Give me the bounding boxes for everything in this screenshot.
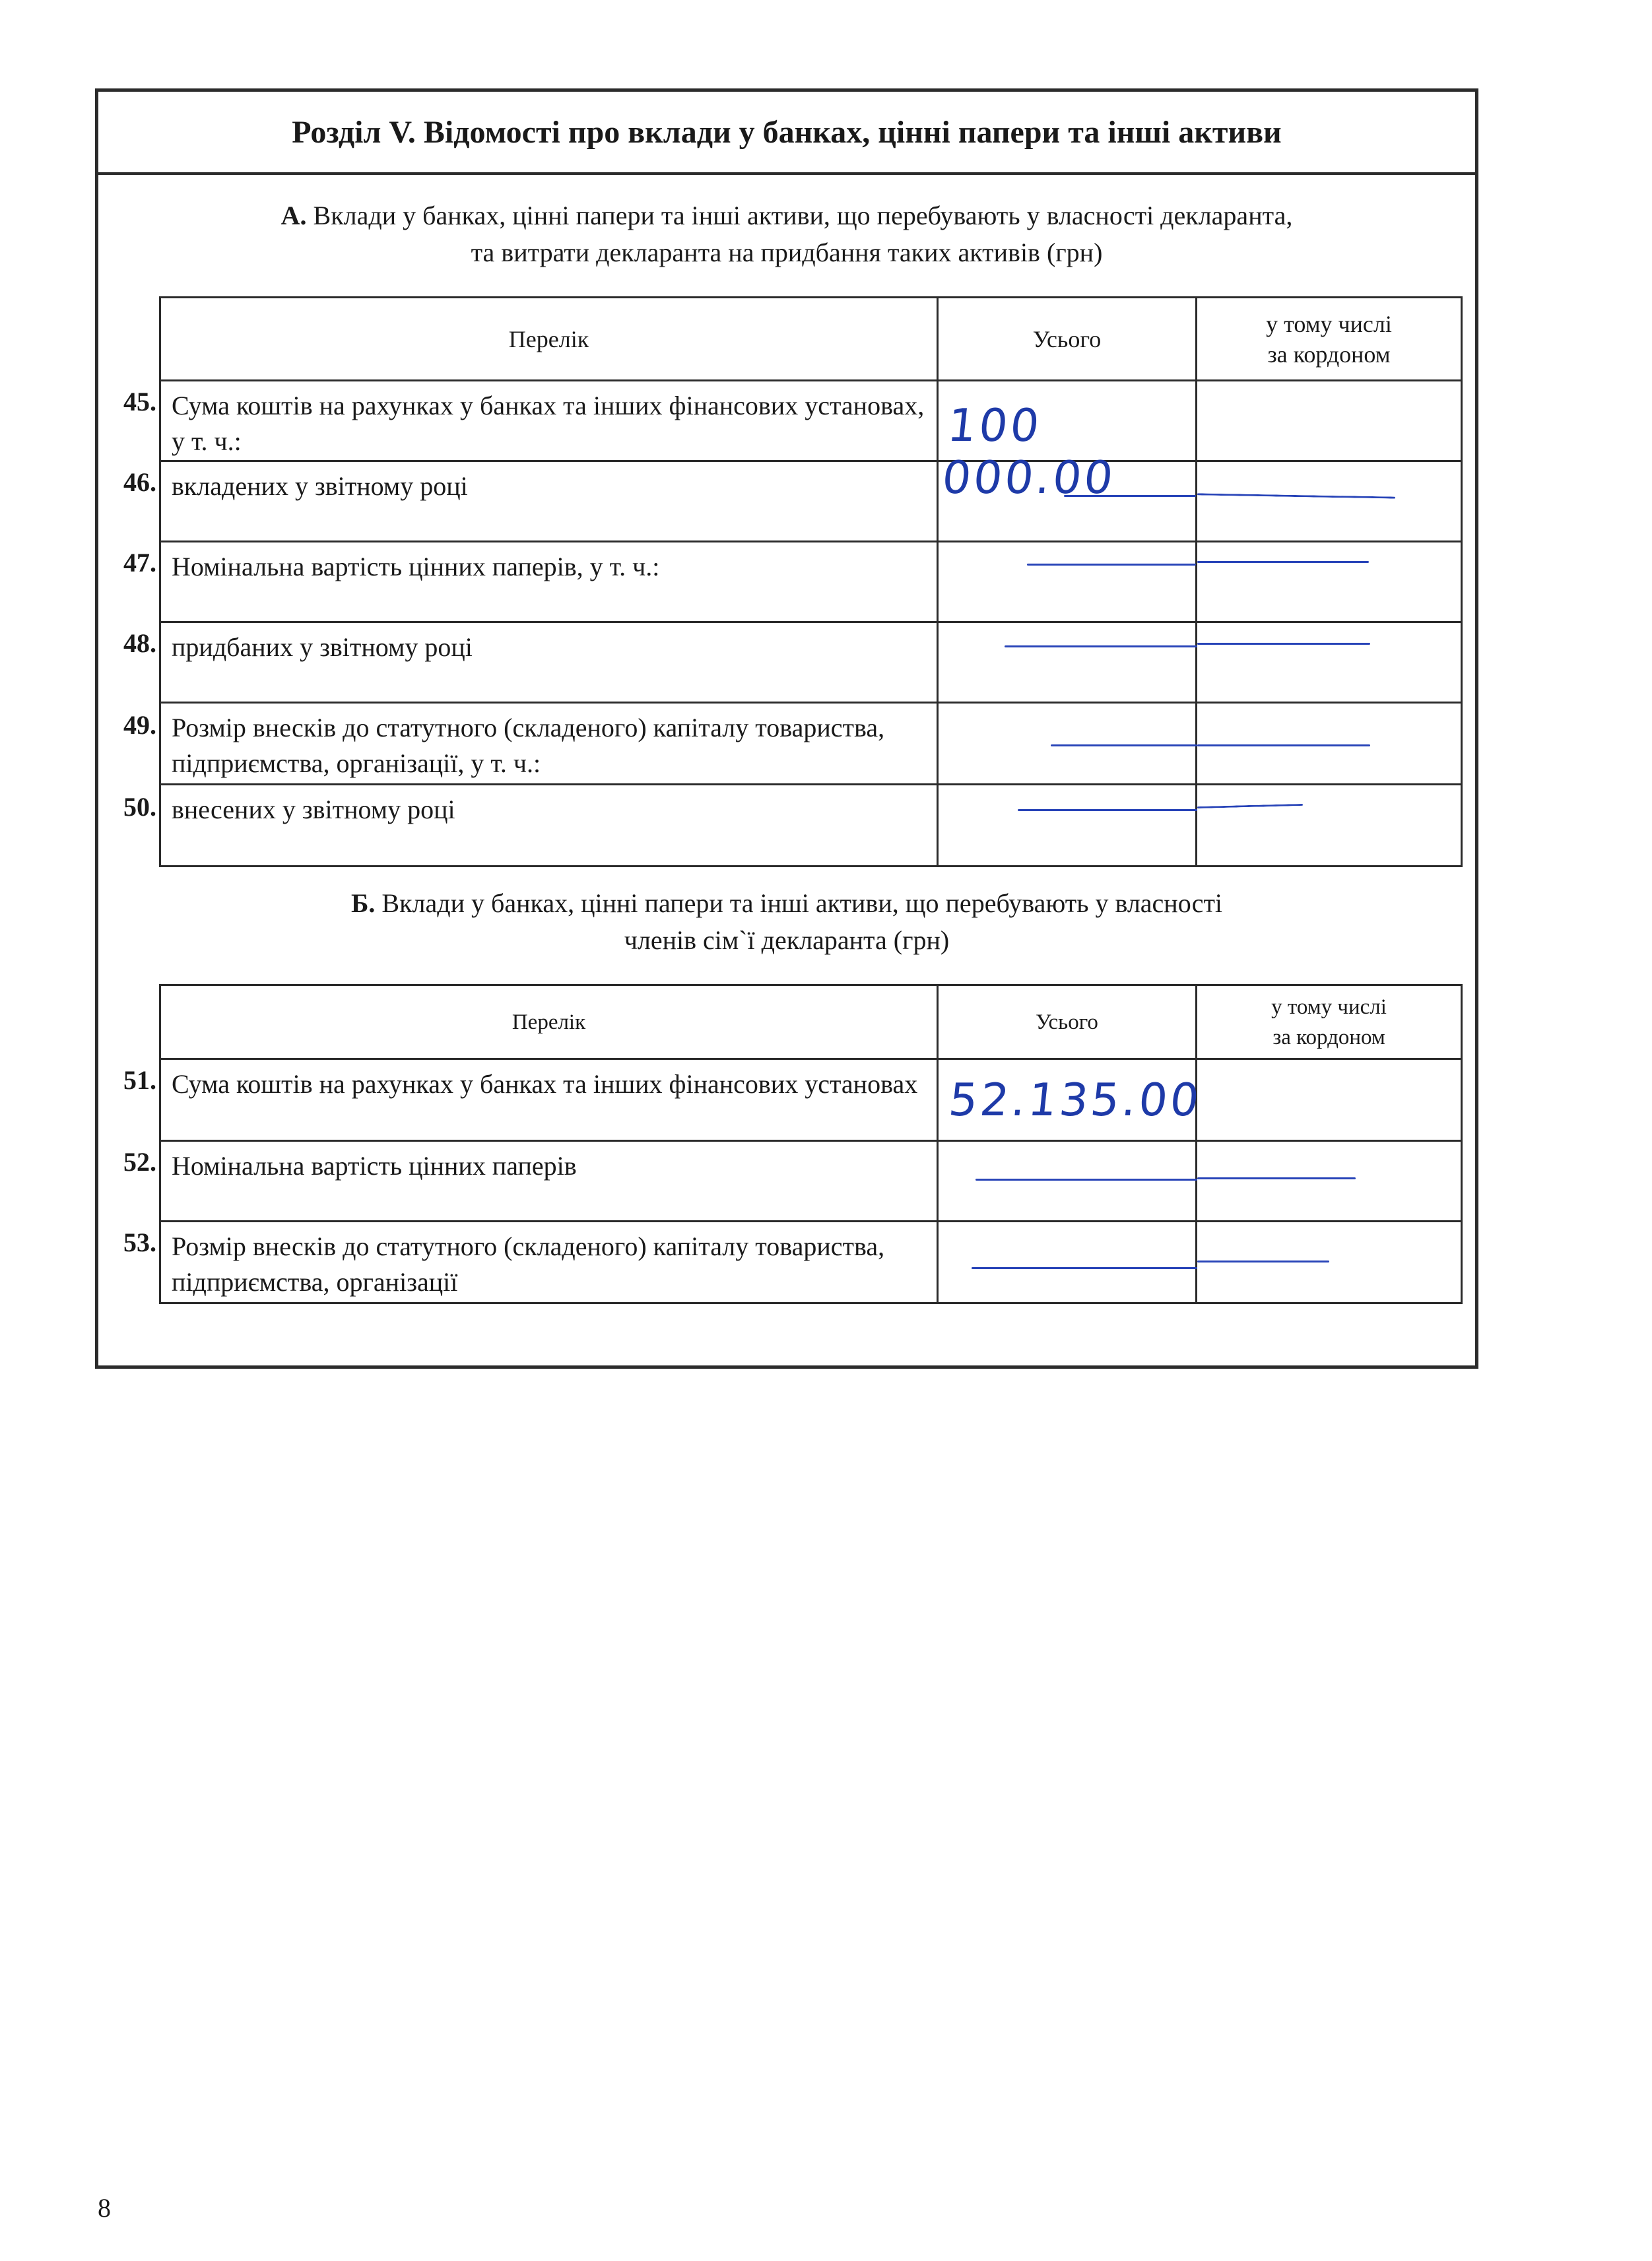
row-46-total[interactable] — [938, 461, 1197, 542]
part-b-caption-line2: членів сім`ї декларанта (грн) — [624, 925, 950, 955]
table-header-row — [160, 985, 1462, 1059]
row-47-total-dash — [1027, 564, 1196, 566]
row-46-total-dash — [1064, 495, 1196, 497]
row-48-total-dash — [1005, 645, 1197, 647]
row-52-total[interactable] — [938, 1141, 1197, 1222]
header-total: Усього — [938, 298, 1197, 381]
table-row — [160, 785, 1462, 867]
row-51-total[interactable] — [938, 1059, 1205, 1141]
row-49-label: Розмір внесків до статутного (складеного) капіталу товариства, підприємства, організації, у т. ч.: — [160, 703, 938, 785]
header-abroad-line2: за кордоном — [1272, 1025, 1385, 1049]
row-49-abroad[interactable] — [1197, 703, 1462, 785]
row-48-abroad-dash — [1197, 643, 1370, 645]
row-46-abroad-dash — [1197, 493, 1395, 498]
row-48-label: придбаних у звітному році — [160, 622, 938, 703]
section-title: Розділ V. Відомості про вклади у банках, цінні папери та інші активи — [98, 92, 1475, 175]
row-53-abroad-dash — [1197, 1261, 1329, 1262]
part-a-caption-line1: Вклади у банках, цінні папери та інші активи, що перебувають у власності декларанта, — [313, 201, 1293, 230]
row-45-total[interactable] — [938, 381, 1197, 504]
row-52-abroad[interactable] — [1197, 1141, 1462, 1222]
row-46-abroad[interactable] — [1197, 461, 1462, 542]
header-list: Перелік — [160, 298, 938, 381]
row-47-abroad-dash — [1197, 561, 1369, 563]
header-list: Перелік — [160, 985, 938, 1059]
row-48-abroad[interactable] — [1197, 622, 1462, 703]
row-46-label: вкладених у звітному році — [160, 461, 938, 542]
row-45-abroad[interactable] — [1197, 381, 1462, 461]
row-number: 53. — [123, 1228, 156, 1257]
table-header-row — [160, 298, 1462, 381]
row-50-abroad[interactable] — [1197, 785, 1462, 867]
row-number: 51. — [123, 1065, 156, 1095]
row-number: 48. — [123, 628, 156, 658]
table-row — [160, 461, 1462, 542]
row-51-label: Сума коштів на рахунках у банках та інших фінансових установах — [160, 1059, 938, 1141]
row-49-abroad-dash — [1197, 744, 1370, 746]
part-b-caption-line1: Вклади у банках, цінні папери та інші активи, що перебувають у власності — [381, 888, 1223, 918]
table-row — [160, 703, 1462, 785]
row-53-total-dash — [972, 1267, 1197, 1269]
header-abroad-line2: за кордоном — [1267, 341, 1391, 368]
row-48-total[interactable] — [938, 622, 1197, 703]
table-row — [160, 1059, 1462, 1141]
row-51-total-value: 52.135.00 — [946, 1074, 1205, 1127]
row-50-label: внесених у звітному році — [160, 785, 938, 867]
row-50-total[interactable] — [938, 785, 1197, 867]
row-52-total-dash — [975, 1179, 1197, 1181]
row-47-abroad[interactable] — [1197, 542, 1462, 622]
header-abroad-line1: у тому числі — [1271, 995, 1387, 1019]
header-total: Усього — [938, 985, 1197, 1059]
row-53-abroad[interactable] — [1197, 1222, 1462, 1303]
row-45-total-value: 100 000.00 — [939, 400, 1118, 504]
row-52-abroad-dash — [1197, 1177, 1356, 1179]
page-number: 8 — [98, 2193, 111, 2223]
header-abroad — [1197, 985, 1462, 1059]
row-53-label: Розмір внесків до статутного (складеного) капіталу товариства, підприємства, організації — [160, 1222, 938, 1303]
part-a-letter: А. — [281, 201, 307, 230]
row-47-label: Номінальна вартість цінних паперів, у т. ч.: — [160, 542, 938, 622]
row-51-abroad[interactable] — [1197, 1059, 1462, 1141]
row-number: 49. — [123, 710, 156, 740]
table-row — [160, 622, 1462, 703]
row-53-total[interactable] — [938, 1222, 1197, 1303]
part-b-table — [159, 984, 1463, 1304]
row-number: 50. — [123, 792, 156, 822]
row-52-label: Номінальна вартість цінних паперів — [160, 1141, 938, 1222]
row-47-total[interactable] — [938, 542, 1197, 622]
row-number: 46. — [123, 467, 156, 497]
header-abroad-line1: у тому числі — [1266, 310, 1392, 337]
section-frame — [95, 88, 1478, 1369]
row-50-total-dash — [1018, 809, 1197, 811]
table-row — [160, 1141, 1462, 1222]
row-45-label: Сума коштів на рахунках у банках та інших фінансових установах, у т. ч.: — [160, 381, 938, 461]
row-49-total-dash — [1051, 744, 1197, 746]
part-b-caption — [98, 885, 1475, 922]
table-row — [160, 1222, 1462, 1303]
table-row — [160, 542, 1462, 622]
row-49-total[interactable] — [938, 703, 1197, 785]
part-b-letter: Б. — [350, 888, 376, 918]
row-number: 52. — [123, 1147, 156, 1177]
row-number: 45. — [123, 387, 156, 416]
part-a-caption — [98, 197, 1475, 234]
row-50-abroad-dash — [1197, 804, 1303, 808]
header-abroad — [1197, 298, 1462, 381]
part-a-caption-line2: та витрати декларанта на придбання таких активів (грн) — [471, 238, 1103, 267]
part-a-table — [159, 296, 1463, 867]
row-number: 47. — [123, 548, 156, 577]
table-row — [160, 381, 1462, 461]
